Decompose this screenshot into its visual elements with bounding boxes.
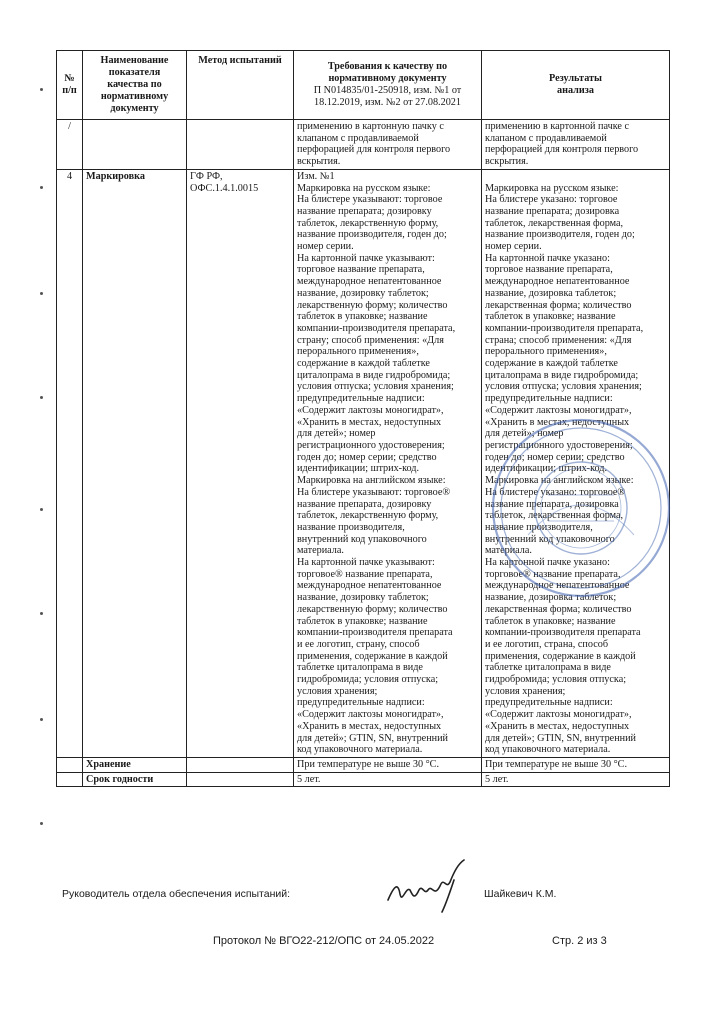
table-header-row [57, 51, 670, 120]
text-line: компании-производителя препарата [485, 627, 641, 639]
header-results: Результаты анализа [482, 51, 670, 120]
text-line: международное непатентованное [297, 276, 442, 288]
header-requirements: Требования к качеству по нормативному документу П N014835/01-250918, изм. №1 от 18.12.2019, изм. №2 от 27.08.2021 [294, 51, 482, 120]
text-line: предупредительные надписи: [297, 697, 425, 709]
text-line: международное непатентованное [297, 580, 442, 592]
text-line: Маркировка на английском языке: [485, 475, 634, 487]
text-line: название препарата, дозировка [485, 498, 619, 510]
row-method [187, 120, 294, 170]
text-line: условия отпуска; условия хранения; [485, 381, 642, 393]
text-line: торговое название препарата, [485, 264, 613, 276]
text-line: Изм. №1 [297, 170, 335, 182]
row-method: ГФ РФ, ОФС.1.4.1.0015 [187, 169, 294, 757]
text-line: материала. [485, 545, 532, 557]
text-line: код упаковочного материала. [297, 744, 423, 756]
text-line: гидробромида; условия отпуска; [485, 674, 627, 686]
text-line: международное непатентованное [485, 580, 630, 592]
text-line: предупредительные надписи: [485, 697, 613, 709]
text-line: «Содержит лактозы моногидрат», [485, 404, 632, 416]
text-line: торговое® название препарата, [297, 568, 433, 580]
text-line: название производителя, [485, 521, 593, 533]
text-line: применения, содержание в каждой [297, 650, 448, 662]
text-line: условия хранения; [297, 685, 378, 697]
text-line: «Содержит лактозы моногидрат», [485, 709, 632, 721]
row-number: 4 [57, 169, 83, 757]
row-requirement: 5 лет. [294, 772, 482, 787]
text-line: для детей»; номер [297, 428, 376, 440]
row-result [482, 169, 670, 757]
text-line: «Хранить в местах, недоступных [297, 720, 442, 732]
row-indicator: Срок годности [83, 772, 187, 787]
text-line: лекарственная форма; количество [485, 299, 632, 311]
text-line: лекарственную форму; количество [297, 603, 448, 615]
text-line: На блистере указывают: торговое® [297, 486, 451, 498]
text-line: компании-производителя препарата, [485, 322, 644, 334]
protocol-number: Протокол № ВГО22-212/ОПС от 24.05.2022 [213, 935, 435, 947]
text-line: страну; способ применения: «Для [297, 334, 444, 346]
text-line: содержание в каждой таблетке [485, 358, 618, 370]
table-row [57, 757, 670, 772]
table-row [57, 169, 670, 757]
header-indicator: Наименование показателя качества по нормативному документу [83, 51, 187, 120]
text-line: регистрационного удостоверения; [485, 439, 633, 451]
table-row [57, 772, 670, 787]
text-line: циталопрама в виде гидробромида; [297, 369, 451, 381]
table-row [57, 120, 670, 170]
margin-dot [40, 718, 43, 721]
row-number [57, 772, 83, 787]
text-line: номер серии. [485, 241, 542, 253]
header-number: № п/п [57, 51, 83, 120]
text-line: материала. [297, 545, 344, 557]
row-number: / [57, 120, 83, 170]
row-result: При температуре не выше 30 °С. [482, 757, 670, 772]
margin-dot [40, 508, 43, 511]
margin-dot [40, 186, 43, 189]
text-line: и ее логотип, страна, способ [485, 638, 609, 650]
text-line: таблеток в упаковке; название [485, 615, 616, 627]
text-line: На картонной пачке указывают: [297, 252, 435, 264]
row-requirement [294, 169, 482, 757]
text-line: годен до; номер серии; средство [297, 451, 437, 463]
margin-dot [40, 822, 43, 825]
text-line: название, дозировка таблеток; [485, 592, 617, 604]
text-line: перорального применения», [297, 346, 419, 358]
page-number: Стр. 2 из 3 [552, 935, 607, 947]
text-line: таблеток, лекарственную форму, [297, 510, 439, 522]
text-line: название препарата; дозировку [297, 205, 432, 217]
text-line: номер серии. [297, 241, 354, 253]
text-line: лекарственную форму; количество [297, 299, 448, 311]
text-line: внутренний код упаковочного [297, 533, 427, 545]
text-line: код упаковочного материала. [485, 744, 611, 756]
row-requirement: При температуре не выше 30 °С. [294, 757, 482, 772]
header-method: Метод испытаний [187, 51, 294, 120]
margin-dot [40, 292, 43, 295]
text-line: для детей»; GTIN, SN, внутренний [485, 732, 636, 744]
text-line: На картонной пачке указано: [485, 557, 610, 569]
text-line: название производителя, годен до; [485, 229, 635, 241]
text-line: Маркировка на английском языке: [297, 475, 446, 487]
text-line: название, дозировку таблеток; [297, 287, 429, 299]
text-line: На картонной пачке указано: [485, 252, 610, 264]
text-line: «Хранить в местах, недоступных [485, 416, 630, 428]
text-line: название производителя, годен до; [297, 229, 447, 241]
text-line: На блистере указано: торговое® [485, 486, 626, 498]
text-line: условия хранения; [485, 685, 566, 697]
text-line: название производителя, [297, 521, 405, 533]
text-line: таблетке циталопрама в виде [297, 662, 423, 674]
text-line: компании-производителя препарата, [297, 322, 456, 334]
text-line: предупредительные надписи: [485, 393, 613, 405]
text-line: На блистере указывают: торговое [297, 194, 443, 206]
signature-name: Шайкевич К.М. [484, 888, 557, 900]
margin-dot [40, 396, 43, 399]
text-line: название, дозировку таблеток; [297, 592, 429, 604]
text-line: Маркировка на русском языке: [297, 182, 431, 194]
signature-role: Руководитель отдела обеспечения испытаний: [62, 888, 291, 900]
text-line: условия отпуска; условия хранения; [297, 381, 454, 393]
text-line: таблеток, лекарственная форма, [485, 510, 624, 522]
text-line: гидробромида; условия отпуска; [297, 674, 439, 686]
results-table [56, 50, 670, 787]
text-line: страна; способ применения: «Для [485, 334, 632, 346]
row-result: применению в картонной пачке с клапаном с продавливаемой перфорацией для контроля первого вскрытия. [482, 120, 670, 170]
text-line: «Содержит лактозы моногидрат», [297, 709, 444, 721]
text-line: перорального применения», [485, 346, 607, 358]
row-indicator: Хранение [83, 757, 187, 772]
text-line: и ее логотип, страну, способ [297, 638, 420, 650]
text-line: торговое название препарата, [297, 264, 425, 276]
signature-mark [384, 856, 472, 914]
row-result: 5 лет. [482, 772, 670, 787]
margin-dot [40, 612, 43, 615]
text-line: содержание в каждой таблетке [297, 358, 430, 370]
text-line: таблеток, лекарственную форму, [297, 217, 439, 229]
text-line: таблеток в упаковке; название [297, 311, 428, 323]
text-line: внутренний код упаковочного [485, 533, 615, 545]
text-line: название препарата; дозировка [485, 205, 620, 217]
text-line: таблетке циталопрама в виде [485, 662, 611, 674]
text-line: название препарата, дозировку [297, 498, 432, 510]
text-line: Маркировка на русском языке: [485, 182, 619, 194]
text-line: идентификации; штрих-код. [485, 463, 608, 475]
text-line: торговое® название препарата, [485, 568, 621, 580]
text-line: годен до; номер серии; средство [485, 451, 625, 463]
text-line: компании-производителя препарата [297, 627, 453, 639]
text-line: название, дозировка таблеток; [485, 287, 617, 299]
text-line: На блистере указано: торговое [485, 194, 618, 206]
text-line: «Хранить в местах, недоступных [485, 720, 630, 732]
row-indicator [83, 120, 187, 170]
row-method [187, 772, 294, 787]
text-line: для детей»; номер [485, 428, 564, 440]
row-number [57, 757, 83, 772]
text-line: таблеток в упаковке; название [485, 311, 616, 323]
row-requirement: применению в картонную пачку с клапаном с продавливаемой перфорацией для контроля первого вскрытия. [294, 120, 482, 170]
text-line: для детей»; GTIN, SN, внутренний [297, 732, 448, 744]
text-line: На картонной пачке указывают: [297, 557, 435, 569]
text-line: международное непатентованное [485, 276, 630, 288]
text-line: таблеток в упаковке; название [297, 615, 428, 627]
text-line: таблеток, лекарственная форма, [485, 217, 624, 229]
text-line: лекарственная форма; количество [485, 603, 632, 615]
text-line: идентификации; штрих-код. [297, 463, 420, 475]
text-line: применения, содержание в каждой [485, 650, 636, 662]
margin-dot [40, 88, 43, 91]
text-line: предупредительные надписи: [297, 393, 425, 405]
row-method [187, 757, 294, 772]
text-line: «Хранить в местах, недоступных [297, 416, 442, 428]
text-line: циталопрама в виде гидробромида; [485, 369, 639, 381]
text-line: регистрационного удостоверения; [297, 439, 445, 451]
row-indicator: Маркировка [83, 169, 187, 757]
text-line: «Содержит лактозы моногидрат», [297, 404, 444, 416]
